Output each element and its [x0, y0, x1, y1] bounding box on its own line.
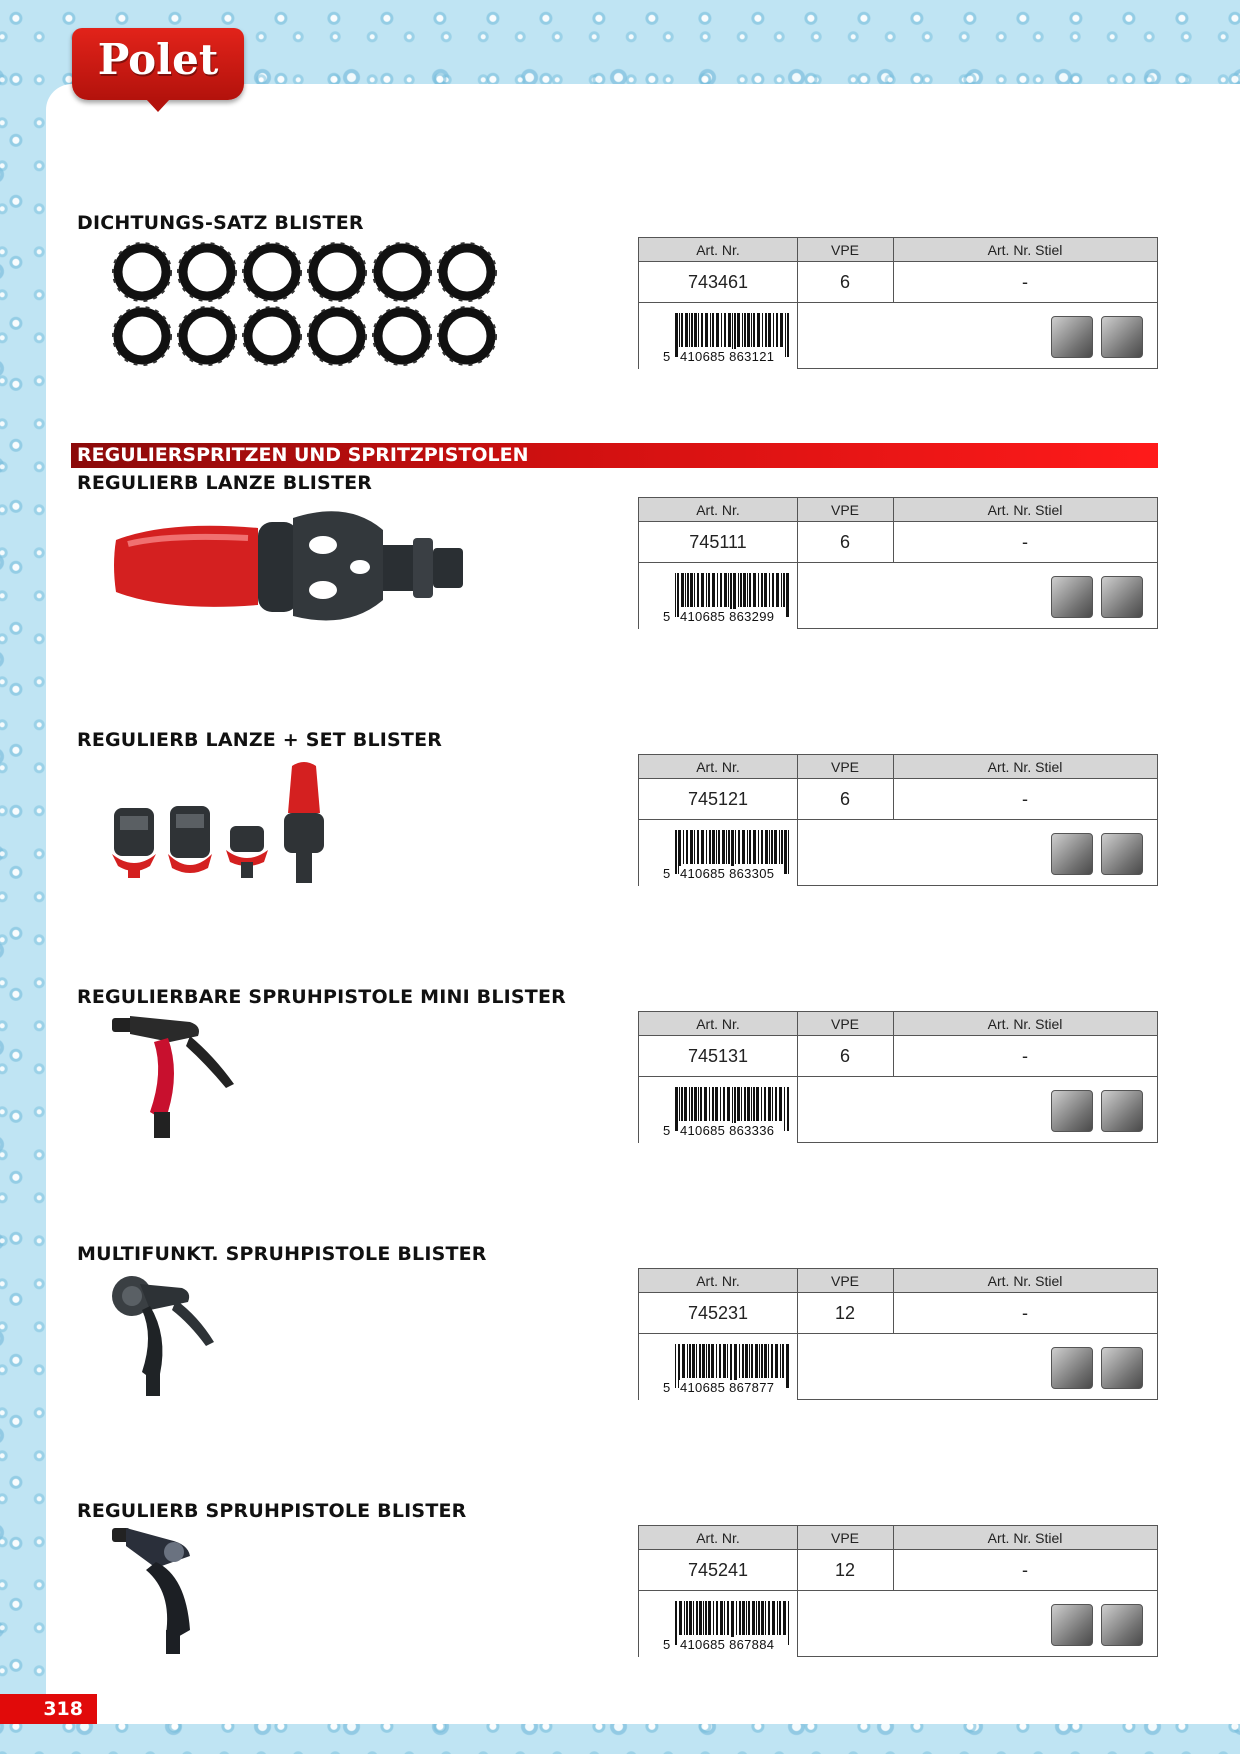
spec-table	[638, 497, 1158, 629]
product-title: REGULIERBARE SPRUHPISTOLE MINI BLISTER	[77, 986, 566, 1008]
barcode	[639, 303, 798, 369]
barcode-first-digit: 5	[663, 1123, 671, 1138]
sealing-rings-image	[110, 242, 500, 370]
barcode-digits: 410685 867884	[680, 1637, 775, 1652]
barcode-first-digit: 5	[663, 1380, 671, 1395]
vpe-header: VPE	[830, 759, 859, 775]
art-nr-value: 745241	[687, 1560, 749, 1580]
art-nr-header: Art. Nr.	[696, 242, 740, 258]
universal-icon	[1051, 316, 1093, 358]
stiel-header: Art. Nr. Stiel	[987, 759, 1063, 775]
art-nr-value: 745231	[687, 1303, 749, 1323]
spec-table	[638, 237, 1158, 369]
barcode	[639, 1334, 798, 1400]
compatible-icon	[1101, 576, 1143, 618]
spec-header	[639, 1269, 1157, 1293]
multifunction-spray-gun-image	[110, 1270, 230, 1400]
stiel-value: -	[1022, 1303, 1028, 1323]
vpe-value: 6	[839, 532, 850, 552]
spec-header	[639, 1012, 1157, 1036]
vpe-header: VPE	[830, 1016, 859, 1032]
art-nr-header: Art. Nr.	[696, 502, 740, 518]
product-title: REGULIERB LANZE BLISTER	[77, 472, 373, 494]
art-nr-header: Art. Nr.	[696, 1016, 740, 1032]
barcode-digits: 410685 863299	[680, 609, 775, 624]
barcode-digits: 410685 863121	[680, 349, 775, 364]
adjustable-spray-gun-image	[110, 1526, 230, 1658]
universal-icon	[1051, 1604, 1093, 1646]
vpe-header: VPE	[830, 1273, 859, 1289]
barcode	[639, 563, 798, 629]
barcode-digits: 410685 867877	[680, 1380, 775, 1395]
stiel-header: Art. Nr. Stiel	[987, 502, 1063, 518]
nozzle-lance-image	[108, 500, 468, 630]
art-nr-header: Art. Nr.	[696, 1273, 740, 1289]
stiel-header: Art. Nr. Stiel	[987, 1016, 1063, 1032]
art-nr-value: 745131	[687, 1046, 749, 1066]
product-title: REGULIERB SPRUHPISTOLE BLISTER	[77, 1500, 467, 1522]
vpe-value: 6	[839, 789, 850, 809]
spec-header	[639, 755, 1157, 779]
spec-header	[639, 1526, 1157, 1550]
barcode	[639, 1077, 798, 1143]
stiel-header: Art. Nr. Stiel	[987, 1273, 1063, 1289]
spec-header	[639, 498, 1157, 522]
barcode-digits: 410685 863336	[680, 1123, 775, 1138]
barcode-first-digit: 5	[663, 866, 671, 881]
compatible-icon	[1101, 1347, 1143, 1389]
compatible-icon	[1101, 1090, 1143, 1132]
stiel-header: Art. Nr. Stiel	[987, 242, 1063, 258]
vpe-value: 6	[839, 272, 850, 292]
barcode-first-digit: 5	[663, 609, 671, 624]
mini-spray-gun-image	[110, 1012, 250, 1142]
spec-table	[638, 1525, 1158, 1657]
stiel-value: -	[1022, 1046, 1028, 1066]
vpe-header: VPE	[830, 1530, 859, 1546]
stiel-value: -	[1022, 532, 1028, 552]
barcode-digits: 410685 863305	[680, 866, 775, 881]
vpe-header: VPE	[830, 502, 859, 518]
lance-set-image	[110, 758, 340, 886]
polet-logo: Polet	[72, 28, 244, 100]
universal-icon	[1051, 1090, 1093, 1132]
art-nr-header: Art. Nr.	[696, 759, 740, 775]
product-title: REGULIERB LANZE + SET BLISTER	[77, 729, 443, 751]
barcode-first-digit: 5	[663, 349, 671, 364]
spec-table	[638, 1268, 1158, 1400]
spec-header	[639, 238, 1157, 262]
compatible-icon	[1101, 316, 1143, 358]
art-nr-value: 743461	[687, 272, 749, 292]
art-nr-header: Art. Nr.	[696, 1530, 740, 1546]
stiel-value: -	[1022, 789, 1028, 809]
stiel-header: Art. Nr. Stiel	[987, 1530, 1063, 1546]
compatible-icon	[1101, 833, 1143, 875]
spec-table	[638, 1011, 1158, 1143]
vpe-value: 12	[834, 1303, 856, 1323]
section-title: REGULIERSPRITZEN UND SPRITZPISTOLEN	[71, 443, 1158, 468]
product-title: MULTIFUNKT. SPRUHPISTOLE BLISTER	[77, 1243, 487, 1265]
spec-table	[638, 754, 1158, 886]
product-title: DICHTUNGS-SATZ BLISTER	[77, 212, 364, 234]
universal-icon	[1051, 1347, 1093, 1389]
art-nr-value: 745121	[687, 789, 749, 809]
barcode	[639, 820, 798, 886]
barcode-first-digit: 5	[663, 1637, 671, 1652]
universal-icon	[1051, 576, 1093, 618]
vpe-header: VPE	[830, 242, 859, 258]
page-number: 318	[0, 1694, 97, 1724]
universal-icon	[1051, 833, 1093, 875]
art-nr-value: 745111	[689, 532, 747, 552]
barcode	[639, 1591, 798, 1657]
compatible-icon	[1101, 1604, 1143, 1646]
stiel-value: -	[1022, 1560, 1028, 1580]
vpe-value: 6	[839, 1046, 850, 1066]
vpe-value: 12	[834, 1560, 856, 1580]
stiel-value: -	[1022, 272, 1028, 292]
